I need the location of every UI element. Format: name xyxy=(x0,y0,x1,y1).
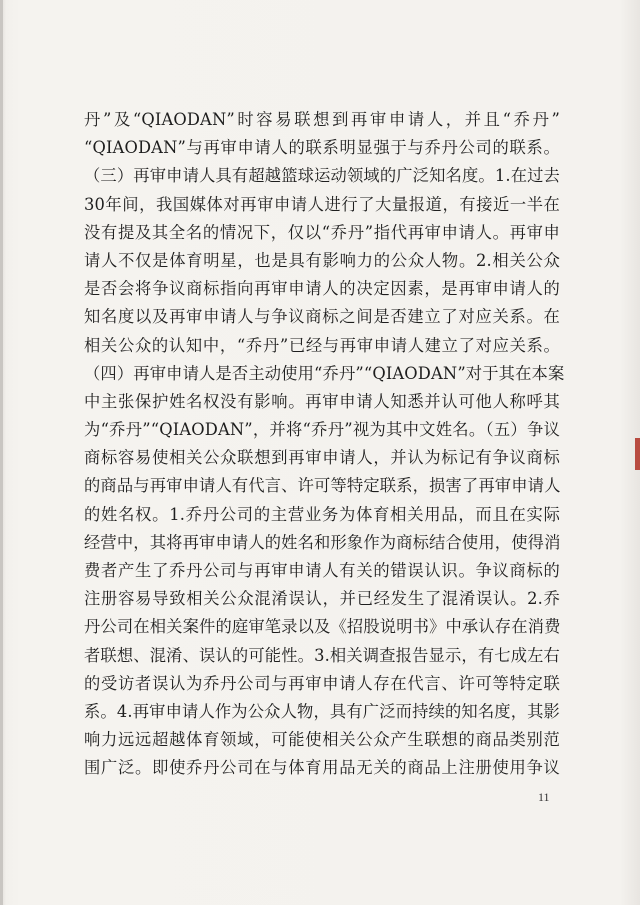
text-line: 请人不仅是体育明星，也是具有影响力的公众人物。2.相关公众 xyxy=(84,250,560,270)
text-line: 系。4.再审申请人作为公众人物，具有广泛而持续的知名度，其影 xyxy=(84,701,560,721)
text-line: “QIAODAN”与再审申请人的联系明显强于与乔丹公司的联系。 xyxy=(84,138,560,158)
text-line: （四）再审申请人是否主动使用“乔丹”“QIAODAN”对于其在本案 xyxy=(84,363,565,383)
body-text xyxy=(84,106,565,783)
text-line: 费者产生了乔丹公司与再审申请人有关的错误认识。争议商标的 xyxy=(84,561,560,580)
text-line: 丹”及“QIAODAN”时容易联想到再审申请人，并且“乔丹” xyxy=(84,110,560,129)
text-line: 注册容易导致相关公众混淆误认，并已经发生了混淆误认。2.乔 xyxy=(84,589,560,609)
text-line: 30年间，我国媒体对再审申请人进行了大量报道，有接近一半在 xyxy=(84,194,560,214)
page-edge-shadow xyxy=(0,0,3,905)
text-line: 者联想、混淆、误认的可能性。3.相关调查报告显示，有七成左右 xyxy=(84,645,560,665)
text-line: 没有提及其全名的情况下，仅以“乔丹”指代再审申请人。再审申 xyxy=(84,222,560,242)
text-line: 的受访者误认为乔丹公司与再审申请人存在代言、许可等特定联 xyxy=(84,673,560,693)
text-line: 围广泛。即使乔丹公司在与体育用品无关的商品上注册使用争议 xyxy=(84,758,560,778)
text-line: 响力远远超越体育领域，可能使相关公众产生联想的商品类别范 xyxy=(84,730,560,750)
text-line: 商标容易使相关公众联想到再审申请人，并认为标记有争议商标 xyxy=(84,448,560,468)
text-line: 经营中，其将再审申请人的姓名和形象作为商标结合使用，使得消 xyxy=(84,532,561,552)
text-line: 中主张保护姓名权没有影响。再审申请人知悉并认可他人称呼其 xyxy=(84,391,560,411)
text-line: 知名度以及再审申请人与争议商标之间是否建立了对应关系。在 xyxy=(84,307,560,327)
text-line: 丹公司在相关案件的庭审笔录以及《招股说明书》中承认存在消费 xyxy=(84,617,561,637)
text-line: 是否会将争议商标指向再审申请人的决定因素，是再审申请人的 xyxy=(84,279,560,299)
text-line: （三）再审申请人具有超越篮球运动领域的广泛知名度。1.在过去 xyxy=(84,166,560,186)
text-line: 的商品与再审申请人有代言、许可等特定联系，损害了再审申请人 xyxy=(84,476,561,496)
red-edge-mark xyxy=(635,438,640,470)
text-line: 为“乔丹”“QIAODAN”，并将“乔丹”视为其中文姓名。（五）争议 xyxy=(84,420,560,440)
page-number: 11 xyxy=(538,790,550,804)
text-line: 相关公众的认知中，“乔丹”已经与再审申请人建立了对应关系。 xyxy=(84,335,560,355)
text-line: 的姓名权。1.乔丹公司的主营业务为体育相关用品，而且在实际 xyxy=(84,504,560,524)
